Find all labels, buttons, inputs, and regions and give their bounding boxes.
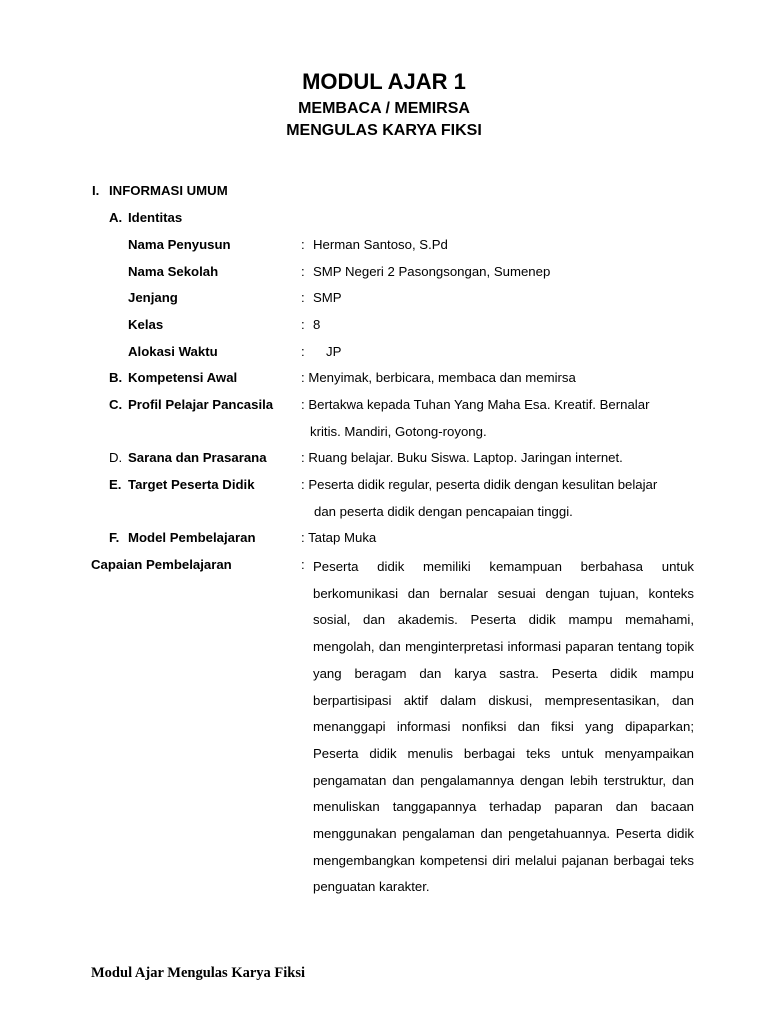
target-value-line1: : Peserta didik regular, peserta didik dengan kesulitan belajar [301, 477, 658, 492]
profil-value-line1: : Bertakwa kepada Tuhan Yang Maha Esa. Kreatif. Bernalar [301, 397, 650, 412]
subsection-sarana-prasarana: Sarana dan Prasarana [128, 450, 267, 465]
capaian-paragraph: Peserta didik memiliki kemampuan berbahasa untuk berkomunikasi dan bernalar sesuai dengan tujuan, konteks sosial, dan akademis. Peserta didik mampu memahami, mengolah, dan menginterpretasi informasi paparan tentang topik yang beragam dan karya sastra. Peserta didik mampu berpartisipasi aktif dalam diskusi, mempresentasikan, dan menanggapi informasi nonfiksi dan fiksi yang dipaparkan; Peserta didik menulis berbagai teks untuk menyampaikan pengamatan dan pengalamannya dengan lebih terstruktur, dan menuliskan tanggapannya terhadap paparan dan bacaan menggunakan pengalaman dan pengetahuannya. Peserta didik mengembangkan kompetensi diri melalui pajanan berbagai teks penguatan karakter. [313, 559, 694, 895]
module-subtitle: MEMBACA / MEMIRSA [298, 100, 470, 117]
sarana-value: : Ruang belajar. Buku Siswa. Laptop. Jaringan internet. [301, 450, 623, 465]
capaian-label: Capaian Pembelajaran [91, 557, 232, 572]
field-colon: : [301, 290, 305, 305]
section-heading: INFORMASI UMUM [109, 183, 228, 198]
subsection-letter-e: E. [109, 477, 122, 492]
subsection-letter-b: B. [109, 370, 123, 385]
field-value-alokasi-waktu: JP [326, 344, 342, 359]
field-label-jenjang: Jenjang [128, 290, 178, 305]
field-colon: : [301, 264, 305, 279]
field-value-penyusun: Herman Santoso, S.Pd [313, 237, 448, 252]
subsection-letter-c: C. [109, 397, 123, 412]
field-label-penyusun: Nama Penyusun [128, 237, 231, 252]
field-value-jenjang: SMP [313, 290, 342, 305]
subsection-profil-pelajar: Profil Pelajar Pancasila [128, 397, 274, 412]
field-colon: : [301, 317, 305, 332]
subsection-model-pembelajaran: Model Pembelajaran [128, 530, 256, 545]
section-number: I. [92, 183, 100, 198]
subsection-identitas: Identitas [128, 210, 183, 225]
kompetensi-value: : Menyimak, berbicara, membaca dan memirsa [301, 370, 576, 385]
subsection-letter-f: F. [109, 530, 120, 545]
subsection-letter-d: D. [109, 450, 123, 465]
profil-value-line2: kritis. Mandiri, Gotong-royong. [310, 424, 487, 439]
field-colon: : [301, 344, 305, 359]
field-label-sekolah: Nama Sekolah [128, 264, 219, 279]
field-label-alokasi-waktu: Alokasi Waktu [128, 344, 218, 359]
page-footer: Modul Ajar Mengulas Karya Fiksi [91, 965, 306, 981]
field-value-kelas: 8 [313, 317, 321, 332]
capaian-colon: : [301, 557, 305, 572]
model-value: : Tatap Muka [301, 530, 377, 545]
field-label-kelas: Kelas [128, 317, 164, 332]
module-title: MODUL AJAR 1 [302, 69, 466, 94]
subsection-kompetensi-awal: Kompetensi Awal [128, 370, 238, 385]
module-topic: MENGULAS KARYA FIKSI [286, 122, 482, 139]
subsection-target-peserta: Target Peserta Didik [128, 477, 255, 492]
field-colon: : [301, 237, 305, 252]
field-value-sekolah: SMP Negeri 2 Pasongsongan, Sumenep [313, 264, 551, 279]
target-value-line2: dan peserta didik dengan pencapaian tinggi. [314, 504, 573, 519]
subsection-letter-a: A. [109, 210, 123, 225]
